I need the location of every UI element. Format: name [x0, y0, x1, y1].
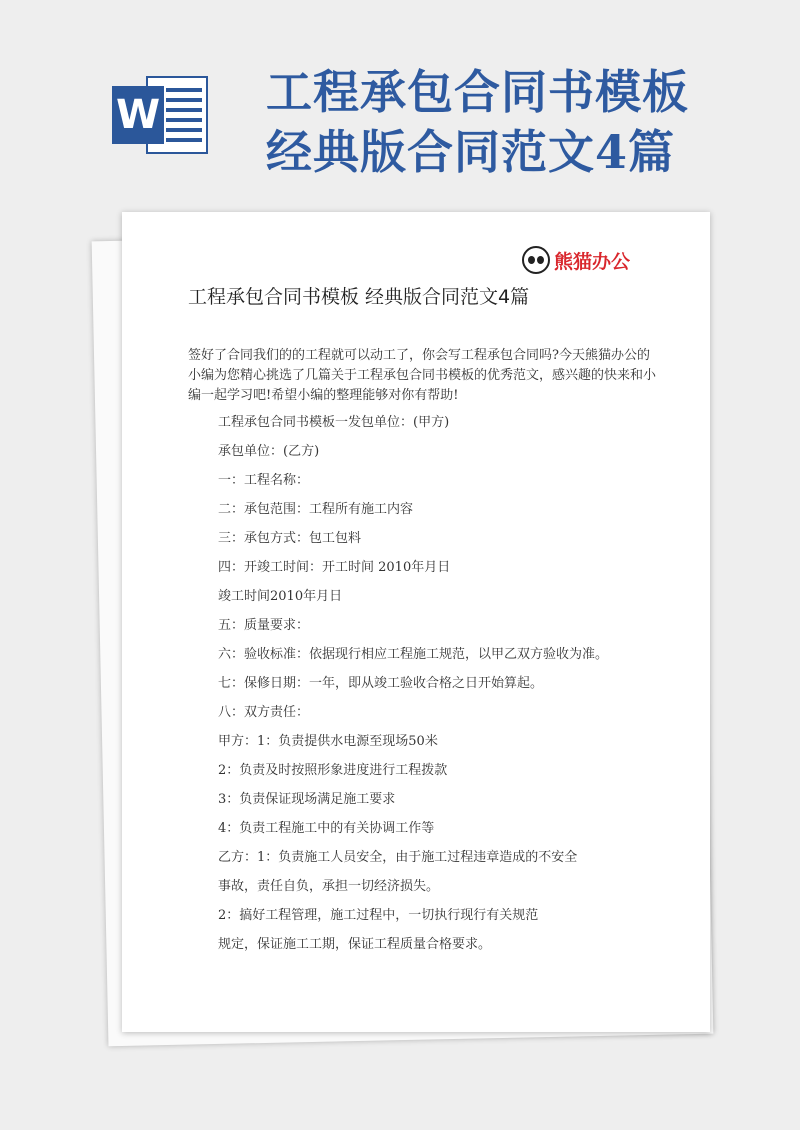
document-page — [122, 212, 710, 1032]
contract-clauses — [218, 408, 678, 959]
text-line-icon — [166, 138, 202, 142]
clause-line: 甲方：1：负责提供水电源至现场50米 — [218, 734, 438, 749]
clause-line: 竣工时间2010年月日 — [218, 589, 343, 604]
text-line-icon — [166, 98, 202, 102]
word-icon — [112, 72, 212, 158]
text-line-icon — [166, 118, 202, 122]
clause-line: 事故，责任自负，承担一切经济损失。 — [218, 879, 440, 894]
clause-line: 八：双方责任： — [218, 705, 310, 720]
brand-logo — [522, 244, 630, 276]
clause-line: 规定，保证施工工期，保证工程质量合格要求。 — [218, 937, 492, 952]
document-title: 工程承包合同书模板 经典版合同范文4篇 — [188, 286, 530, 308]
clause-line: 七：保修日期：一年，即从竣工验收合格之日开始算起。 — [218, 676, 544, 691]
text-line-icon — [166, 108, 202, 112]
word-letter-badge: W — [112, 86, 164, 144]
clause-line: 五：质量要求： — [218, 618, 310, 633]
clause-line: 2：搞好工程管理，施工过程中，一切执行现行有关规范 — [218, 908, 539, 923]
page-title: 工程承包合同书模板经典版合同范文4篇 — [266, 65, 689, 179]
clause-line: 一：工程名称： — [218, 473, 310, 488]
clause-line: 承包单位：(乙方) — [218, 444, 320, 459]
clause-line: 六：验收标准：依据现行相应工程施工规范，以甲乙双方验收为准。 — [218, 647, 609, 662]
clause-line: 2：负责及时按照形象进度进行工程拨款 — [218, 763, 448, 778]
panda-icon — [522, 246, 550, 274]
clause-line: 工程承包合同书模板一发包单位：(甲方) — [218, 415, 450, 430]
clause-line: 三：承包方式：包工包料 — [218, 531, 362, 546]
text-line-icon — [166, 128, 202, 132]
clause-line: 4：负责工程施工中的有关协调工作等 — [218, 821, 435, 836]
text-line-icon — [166, 88, 202, 92]
clause-line: 二：承包范围：工程所有施工内容 — [218, 502, 414, 517]
clause-line: 乙方：1：负责施工人员安全，由于施工过程违章造成的不安全 — [218, 850, 578, 865]
clause-line: 四：开竣工时间：开工时间 2010年月日 — [218, 560, 451, 575]
intro-paragraph: 签好了合同我们的的工程就可以动工了，你会写工程承包合同吗?今天熊猫办公的小编为您精心挑选了几篇关于工程承包合同书模板的优秀范文，感兴趣的快来和小编一起学习吧!希望小编的整理能够对你有帮助! — [188, 348, 657, 403]
clause-line: 3：负责保证现场满足施工要求 — [218, 792, 396, 807]
brand-logo-text: 熊猫办公 — [554, 250, 631, 273]
